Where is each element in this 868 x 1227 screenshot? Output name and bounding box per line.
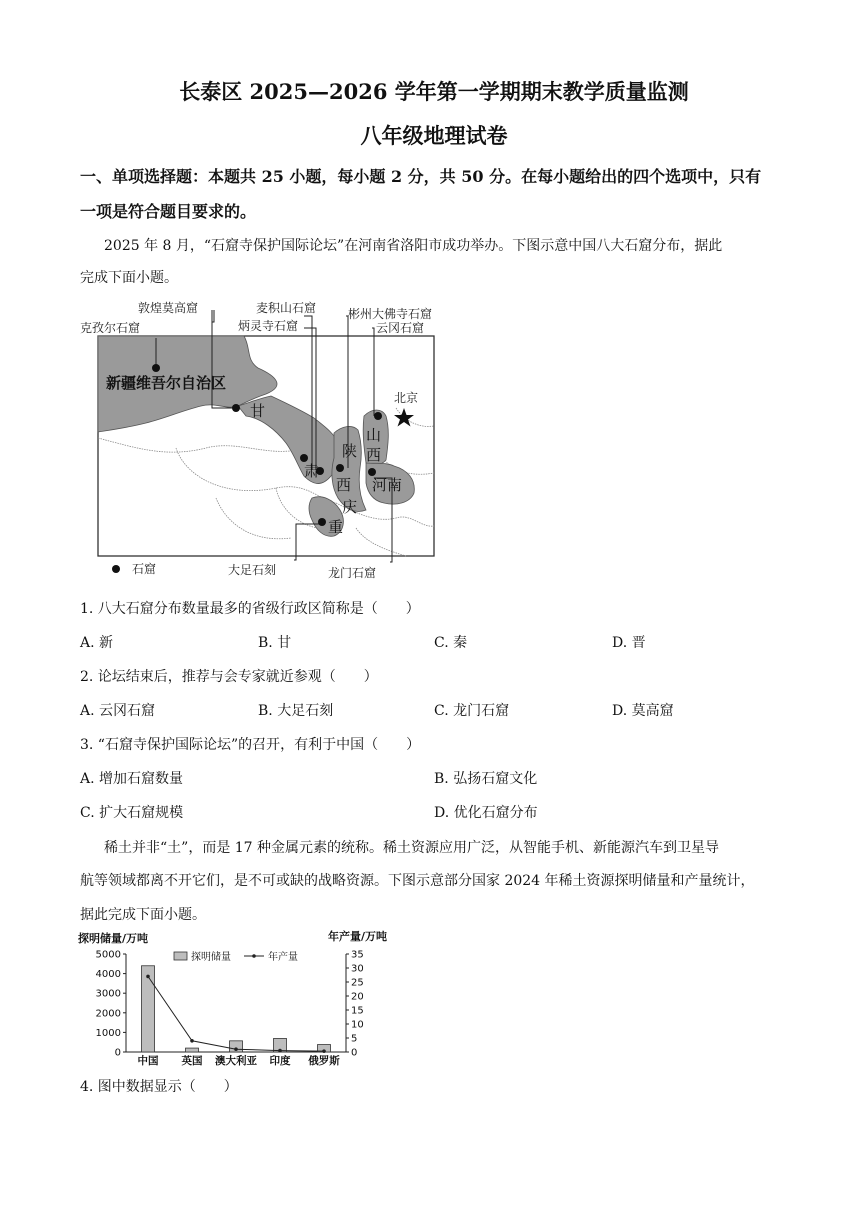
x-tick-label: 俄罗斯 — [308, 1055, 340, 1067]
q1-option-c[interactable]: C. 秦 — [434, 635, 468, 651]
grotto-map — [76, 298, 476, 588]
label-kizil: 克孜尔石窟 — [80, 321, 141, 335]
label-longmen: 龙门石窟 — [328, 566, 377, 580]
kizil-dot — [152, 364, 160, 372]
question-3-stem: 3. “石窟寺保护国际论坛”的召开，有利于中国（ ） — [80, 737, 421, 753]
output-point-2 — [234, 1047, 238, 1051]
mogao-dot — [232, 404, 240, 412]
legend-output: 年产量 — [268, 952, 298, 963]
output-point-0 — [146, 975, 150, 979]
chart-legend — [174, 950, 298, 963]
label-chong: 重 — [328, 518, 344, 536]
label-shaan: 陕 — [342, 442, 358, 460]
y2-tick-label: 15 — [351, 1005, 364, 1017]
x-tick-label: 澳大利亚 — [215, 1055, 257, 1067]
y-axis-title: 探明储量/万吨 — [78, 932, 149, 945]
q3-option-d[interactable]: D. 优化石窟分布 — [434, 805, 538, 821]
bingling-dot — [300, 454, 308, 462]
yungang-dot — [374, 412, 382, 420]
y2-tick-label: 20 — [351, 991, 364, 1003]
x-tick-label: 中国 — [137, 1055, 159, 1067]
y2-tick-label: 10 — [351, 1019, 364, 1031]
rare-earth-chart — [70, 926, 410, 1072]
legend-label: 石窟 — [132, 562, 157, 576]
section-heading: 一、单项选择题：本题共 25 小题，每小题 2 分，共 50 分。在每小题给出的四个选项中，只有 — [80, 167, 762, 186]
y2-tick-label: 25 — [351, 977, 364, 989]
y-tick-label: 4000 — [95, 969, 121, 981]
exam-subtitle: 八年级地理试卷 — [360, 123, 508, 148]
q3-option-b[interactable]: B. 弘扬石窟文化 — [434, 771, 538, 787]
label-shaan-xi: 西 — [336, 476, 352, 494]
legend-reserves: 探明储量 — [191, 952, 231, 963]
q3-option-c[interactable]: C. 扩大石窟规模 — [80, 805, 184, 821]
q3-option-a[interactable]: A. 增加石窟数量 — [80, 771, 184, 787]
question-4-stem: 4. 图中数据显示（ ） — [80, 1079, 238, 1095]
q2-option-b[interactable]: B. 大足石刻 — [258, 703, 334, 719]
bar-1 — [186, 1048, 199, 1052]
passage1-line1: 2025 年 8 月，“石窟寺保护国际论坛”在河南省洛阳市成功举办。下图示意中国八大石窟分布，据此 — [104, 238, 723, 254]
label-dazu: 大足石刻 — [228, 563, 277, 577]
passage2-line2: 航等领域都离不开它们，是不可或缺的战略资源。下图示意部分国家 2024 年稀土资源探明储量和产量统计， — [80, 873, 755, 889]
output-point-1 — [190, 1039, 194, 1043]
passage2-line1: 稀土并非“土”，而是 17 种金属元素的统称。稀土资源应用广泛，从智能手机、新能源汽车到卫星导 — [104, 840, 720, 856]
output-line — [148, 976, 324, 1051]
passage1-line2: 完成下面小题。 — [80, 270, 178, 286]
label-binzhou: 彬州大佛寺石窟 — [348, 307, 433, 321]
section-heading-cont: 一项是符合题目要求的。 — [80, 202, 257, 221]
y2-tick-label: 0 — [351, 1047, 358, 1059]
y-tick-label: 3000 — [95, 988, 121, 1000]
label-gan: 甘 — [250, 402, 266, 420]
y-tick-label: 1000 — [95, 1027, 121, 1039]
dazu-dot — [318, 518, 326, 526]
y-tick-label: 5000 — [95, 949, 121, 961]
q2-option-d[interactable]: D. 莫高窟 — [612, 703, 674, 719]
legend-dot-icon — [112, 565, 120, 573]
q2-option-c[interactable]: C. 龙门石窟 — [434, 703, 510, 719]
x-tick-label: 英国 — [181, 1055, 203, 1067]
label-qing: 庆 — [342, 498, 358, 516]
question-2-stem: 2. 论坛结束后，推荐与会专家就近参观（ ） — [80, 669, 378, 685]
q1-option-a[interactable]: A. 新 — [80, 635, 114, 651]
label-su: 肃 — [304, 462, 320, 480]
bar-0 — [142, 966, 155, 1052]
q1-option-b[interactable]: B. 甘 — [258, 635, 292, 651]
label-yungang: 云冈石窟 — [376, 321, 425, 335]
q1-option-d[interactable]: D. 晋 — [612, 635, 646, 651]
y-tick-label: 0 — [114, 1047, 121, 1059]
label-henan: 河南 — [372, 476, 403, 494]
y2-tick-label: 35 — [351, 949, 364, 961]
question-1-stem: 1. 八大石窟分布数量最多的省级行政区简称是（ ） — [80, 601, 420, 617]
label-beijing: 北京 — [394, 391, 419, 405]
q2-option-a[interactable]: A. 云冈石窟 — [80, 703, 156, 719]
label-bingling: 炳灵寺石窟 — [238, 319, 299, 333]
binzhou-dot — [336, 464, 344, 472]
passage2-line3: 据此完成下面小题。 — [80, 907, 206, 923]
x-tick-label: 印度 — [269, 1055, 291, 1067]
y2-tick-label: 30 — [351, 963, 364, 975]
label-maijishan: 麦积山石窟 — [256, 301, 317, 315]
label-xinjiang: 新疆维吾尔自治区 — [106, 374, 227, 392]
longmen-dot — [368, 468, 376, 476]
legend-line-marker — [252, 954, 256, 958]
label-shan-xi: 西 — [366, 446, 382, 464]
y2-axis-title: 年产量/万吨 — [328, 930, 388, 943]
label-shan: 山 — [366, 426, 382, 444]
output-point-4 — [322, 1049, 326, 1053]
output-point-3 — [278, 1049, 282, 1053]
label-mogao: 敦煌莫高窟 — [138, 301, 199, 315]
exam-title: 长泰区 2025—2026 学年第一学期期末教学质量监测 — [179, 79, 689, 104]
y2-tick-label: 5 — [351, 1033, 358, 1045]
y-tick-label: 2000 — [95, 1008, 121, 1020]
legend-bar-swatch — [174, 952, 187, 960]
